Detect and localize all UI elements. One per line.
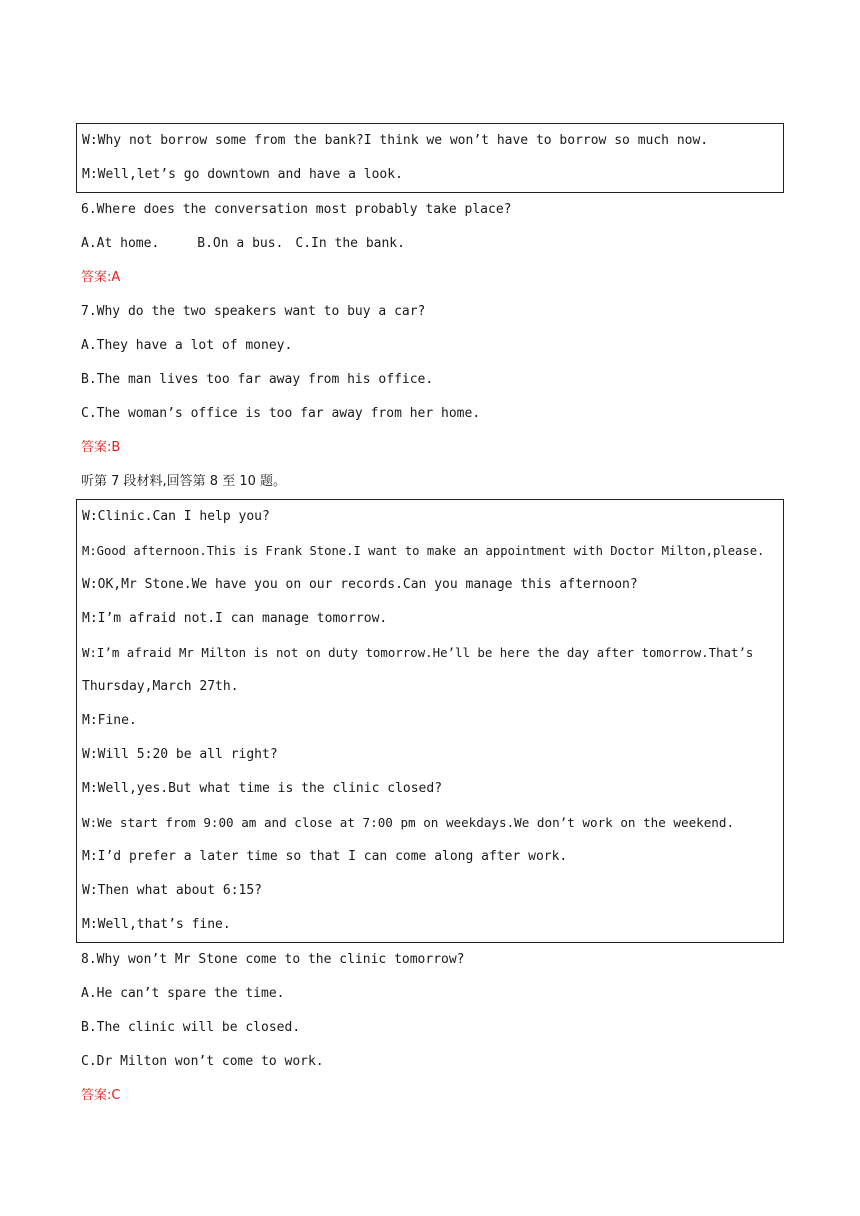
section-intro: 听第 7 段材料,回答第 8 至 10 题。 [81, 474, 287, 489]
option-c: C.The woman’s office is too far away from her home. [81, 406, 481, 421]
dialogue-line: W:OK,Mr Stone.We have you on our records.Can you manage this afternoon? [82, 577, 638, 592]
answer-label: 答案: [81, 270, 112, 285]
question-8: 8.Why won’t Mr Stone come to the clinic tomorrow? [81, 952, 465, 967]
dialogue-box-1 [76, 123, 784, 193]
option-c: C.Dr Milton won’t come to work. [81, 1054, 324, 1069]
answer-6 [76, 261, 786, 295]
question-6: 6.Where does the conversation most probably take place? [81, 202, 512, 217]
answer-value: A [111, 270, 121, 285]
page-content [76, 123, 786, 1113]
option-c: C.In the bank. [295, 236, 405, 251]
option-a: A.At home. [81, 236, 160, 251]
dialogue-line: W:We start from 9:00 am and close at 7:00 pm on weekdays.We don’t work on the weekend. [82, 815, 735, 830]
answer-label: 答案: [81, 440, 112, 455]
dialogue-line: M:I’d prefer a later time so that I can come along after work. [82, 849, 568, 864]
dialogue-line: Thursday,March 27th. [82, 679, 239, 694]
dialogue-line: W:Clinic.Can I help you? [82, 509, 270, 524]
dialogue-line: M:Well,that’s fine. [82, 917, 231, 932]
answer-8 [76, 1079, 786, 1113]
dialogue-line: M:Well,yes.But what time is the clinic closed? [82, 781, 443, 796]
dialogue-box-2 [76, 499, 784, 943]
answer-7 [76, 431, 786, 465]
option-a: A.He can’t spare the time. [81, 986, 285, 1001]
dialogue-line: W:I’m afraid Mr Milton is not on duty tomorrow.He’ll be here the day after tomorrow.That’s [82, 645, 754, 660]
dialogue-line: M:Well,let’s go downtown and have a look. [82, 167, 403, 182]
dialogue-line: M:Good afternoon.This is Frank Stone.I want to make an appointment with Doctor Milton,please. [82, 544, 765, 558]
dialogue-line: W:Then what about 6:15? [82, 883, 263, 898]
question-7: 7.Why do the two speakers want to buy a car? [81, 304, 426, 319]
option-b: B.On a bus. [197, 236, 284, 251]
answer-label: 答案: [81, 1088, 112, 1103]
option-b: B.The clinic will be closed. [81, 1020, 301, 1035]
answer-value: C [111, 1088, 121, 1103]
dialogue-line: M:Fine. [82, 713, 137, 728]
question-6-options [76, 227, 786, 261]
dialogue-line: M:I’m afraid not.I can manage tomorrow. [82, 611, 388, 626]
option-a: A.They have a lot of money. [81, 338, 293, 353]
dialogue-line: W:Will 5:20 be all right? [82, 747, 278, 762]
answer-value: B [111, 440, 121, 455]
dialogue-line: W:Why not borrow some from the bank?I think we won’t have to borrow so much now. [82, 133, 709, 148]
option-b: B.The man lives too far away from his office. [81, 372, 434, 387]
